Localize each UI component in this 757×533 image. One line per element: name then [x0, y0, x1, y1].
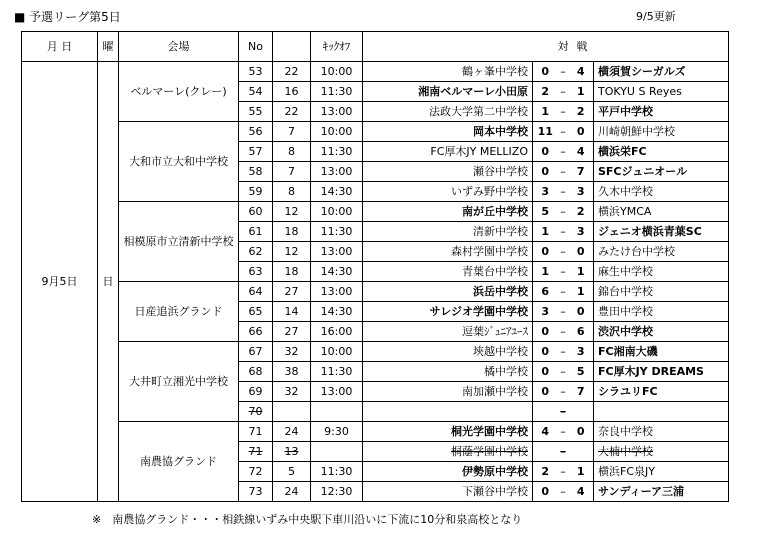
kickoff-time: 11:30 [311, 142, 363, 162]
header-date: 月 日 [22, 32, 98, 62]
score-dash: – [558, 422, 569, 442]
home-score: 1 [533, 102, 558, 122]
header-vs1: 対 [363, 32, 569, 62]
away-team: シラユリFC [594, 382, 729, 402]
score-dash: – [558, 222, 569, 242]
away-score: 4 [569, 482, 594, 502]
away-score: 3 [569, 222, 594, 242]
table-row [22, 282, 729, 302]
venue-cell: 相模原市立清新中学校 [119, 202, 239, 282]
match-field-no: 32 [273, 342, 311, 362]
kickoff-time: 13:00 [311, 102, 363, 122]
match-field-no: 7 [273, 122, 311, 142]
home-score: 4 [533, 422, 558, 442]
score-dash: – [558, 202, 569, 222]
venue-cell: 大和市立大和中学校 [119, 122, 239, 202]
match-no: 53 [239, 62, 273, 82]
home-team: 南が丘中学校 [363, 202, 533, 222]
match-field-no: 24 [273, 422, 311, 442]
home-team: 岡本中学校 [363, 122, 533, 142]
kickoff-time [311, 402, 363, 422]
score-dash: – [558, 402, 569, 422]
venue-cell: ベルマーレ(クレー) [119, 62, 239, 122]
match-field-no: 13 [273, 442, 311, 462]
match-field-no: 7 [273, 162, 311, 182]
kickoff-time: 11:30 [311, 462, 363, 482]
header-blank [273, 32, 311, 62]
venue-cell: 日産追浜グランド [119, 282, 239, 342]
away-score [569, 402, 594, 422]
away-team: ジェニオ横浜青葉SC [594, 222, 729, 242]
match-no: 70 [239, 402, 273, 422]
away-team: 豊田中学校 [594, 302, 729, 322]
match-no: 54 [239, 82, 273, 102]
away-team: FC湘南大磯 [594, 342, 729, 362]
match-no: 67 [239, 342, 273, 362]
away-score: 1 [569, 262, 594, 282]
home-team: 浜岳中学校 [363, 282, 533, 302]
match-field-no: 32 [273, 382, 311, 402]
kickoff-time: 13:00 [311, 242, 363, 262]
home-score: 2 [533, 82, 558, 102]
match-no: 71 [239, 422, 273, 442]
match-no: 58 [239, 162, 273, 182]
score-dash: – [558, 142, 569, 162]
kickoff-time: 16:00 [311, 322, 363, 342]
away-score: 1 [569, 462, 594, 482]
away-score: 0 [569, 422, 594, 442]
away-team: 錦台中学校 [594, 282, 729, 302]
match-no: 62 [239, 242, 273, 262]
kickoff-time: 13:00 [311, 382, 363, 402]
header-row [22, 32, 729, 62]
match-field-no: 18 [273, 262, 311, 282]
match-no: 57 [239, 142, 273, 162]
kickoff-time: 10:00 [311, 202, 363, 222]
away-score: 2 [569, 102, 594, 122]
kickoff-time: 11:30 [311, 82, 363, 102]
home-team: 桐蔭学園中学校 [363, 442, 533, 462]
home-team: 法政大学第二中学校 [363, 102, 533, 122]
home-score: 0 [533, 382, 558, 402]
home-team: 清新中学校 [363, 222, 533, 242]
home-score: 2 [533, 462, 558, 482]
kickoff-time: 10:00 [311, 342, 363, 362]
away-team: 久木中学校 [594, 182, 729, 202]
header-kickoff: ｷｯｸｵﾌ [311, 32, 363, 62]
away-score: 2 [569, 202, 594, 222]
home-team: サレジオ学園中学校 [363, 302, 533, 322]
table-row [22, 62, 729, 82]
away-team: 渋沢中学校 [594, 322, 729, 342]
away-team: TOKYU S Reyes [594, 82, 729, 102]
away-team: 平戸中学校 [594, 102, 729, 122]
match-field-no: 38 [273, 362, 311, 382]
home-score: 0 [533, 62, 558, 82]
home-score: 0 [533, 342, 558, 362]
away-team: 麻生中学校 [594, 262, 729, 282]
match-no: 55 [239, 102, 273, 122]
match-field-no: 27 [273, 282, 311, 302]
kickoff-time: 9:30 [311, 422, 363, 442]
header-vs2: 戦 [569, 32, 729, 62]
match-field-no: 22 [273, 102, 311, 122]
table-row [22, 122, 729, 142]
home-team: 埉越中学校 [363, 342, 533, 362]
kickoff-time: 13:00 [311, 162, 363, 182]
score-dash: – [558, 302, 569, 322]
match-no: 59 [239, 182, 273, 202]
score-dash: – [558, 382, 569, 402]
home-score [533, 442, 558, 462]
home-score: 11 [533, 122, 558, 142]
match-no: 60 [239, 202, 273, 222]
footnote: ※ 南農協グランド・・・相鉄線いずみ中央駅下車川沿いに下流に10分和泉高校となり [92, 513, 523, 526]
away-team: サンディーア三浦 [594, 482, 729, 502]
away-team: 横浜YMCA [594, 202, 729, 222]
match-field-no: 12 [273, 202, 311, 222]
score-dash: – [558, 482, 569, 502]
match-no: 65 [239, 302, 273, 322]
home-score: 3 [533, 182, 558, 202]
match-field-no: 12 [273, 242, 311, 262]
home-team [363, 402, 533, 422]
home-score: 0 [533, 362, 558, 382]
away-team [594, 402, 729, 422]
home-team: 森村学園中学校 [363, 242, 533, 262]
match-field-no: 24 [273, 482, 311, 502]
score-dash: – [558, 262, 569, 282]
score-dash: – [558, 282, 569, 302]
match-no: 61 [239, 222, 273, 242]
home-score: 0 [533, 242, 558, 262]
away-score: 3 [569, 342, 594, 362]
table-row [22, 342, 729, 362]
header-no: No [239, 32, 273, 62]
match-no: 63 [239, 262, 273, 282]
home-score: 5 [533, 202, 558, 222]
away-team: 川崎朝鮮中学校 [594, 122, 729, 142]
home-team: FC厚木JY MELLIZO [363, 142, 533, 162]
match-field-no: 8 [273, 182, 311, 202]
score-dash: – [558, 322, 569, 342]
match-no: 71 [239, 442, 273, 462]
home-team: 瀬谷中学校 [363, 162, 533, 182]
venue-cell: 南農協グランド [119, 422, 239, 502]
table-row [22, 422, 729, 442]
away-score: 7 [569, 162, 594, 182]
match-field-no: 27 [273, 322, 311, 342]
away-score: 0 [569, 302, 594, 322]
kickoff-time: 12:30 [311, 482, 363, 502]
home-team: 桐光学園中学校 [363, 422, 533, 442]
kickoff-time: 14:30 [311, 182, 363, 202]
away-team: SFCジュニオール [594, 162, 729, 182]
away-score: 0 [569, 242, 594, 262]
kickoff-time: 13:00 [311, 282, 363, 302]
home-score: 3 [533, 302, 558, 322]
home-team: 南加瀬中学校 [363, 382, 533, 402]
kickoff-time: 14:30 [311, 302, 363, 322]
venue-cell: 大井町立湘光中学校 [119, 342, 239, 422]
match-field-no: 14 [273, 302, 311, 322]
score-dash: – [558, 62, 569, 82]
home-score: 0 [533, 482, 558, 502]
away-score: 1 [569, 282, 594, 302]
away-score [569, 442, 594, 462]
score-dash: – [558, 462, 569, 482]
schedule-table [21, 31, 729, 502]
match-field-no: 16 [273, 82, 311, 102]
home-score: 0 [533, 322, 558, 342]
score-dash: – [558, 182, 569, 202]
score-dash: – [558, 242, 569, 262]
away-score: 3 [569, 182, 594, 202]
score-dash: – [558, 162, 569, 182]
kickoff-time: 14:30 [311, 262, 363, 282]
score-dash: – [558, 342, 569, 362]
home-team: 下瀬谷中学校 [363, 482, 533, 502]
score-dash: – [558, 362, 569, 382]
match-no: 68 [239, 362, 273, 382]
match-field-no: 22 [273, 62, 311, 82]
kickoff-time: 11:30 [311, 362, 363, 382]
match-no: 64 [239, 282, 273, 302]
home-team: 逗葉ｼﾞｭﾆｱﾕｰｽ [363, 322, 533, 342]
match-no: 69 [239, 382, 273, 402]
away-score: 0 [569, 122, 594, 142]
home-team: 橘中学校 [363, 362, 533, 382]
match-date-cell: 9月5日 [22, 62, 98, 502]
away-team: 横須賀シーガルズ [594, 62, 729, 82]
score-dash: – [558, 122, 569, 142]
home-score: 6 [533, 282, 558, 302]
match-no: 73 [239, 482, 273, 502]
away-team: FC厚木JY DREAMS [594, 362, 729, 382]
match-no: 66 [239, 322, 273, 342]
away-score: 6 [569, 322, 594, 342]
home-score: 1 [533, 222, 558, 242]
away-score: 4 [569, 62, 594, 82]
away-team: 横浜FC泉JY [594, 462, 729, 482]
away-score: 5 [569, 362, 594, 382]
home-team: 鶴ヶ峯中学校 [363, 62, 533, 82]
home-score: 0 [533, 142, 558, 162]
updated-date: 9/5更新 [636, 10, 676, 23]
match-no: 72 [239, 462, 273, 482]
home-team: 湘南ベルマーレ小田原 [363, 82, 533, 102]
kickoff-time [311, 442, 363, 462]
away-team: 奈良中学校 [594, 422, 729, 442]
away-score: 7 [569, 382, 594, 402]
home-score: 1 [533, 262, 558, 282]
match-no: 56 [239, 122, 273, 142]
kickoff-time: 10:00 [311, 122, 363, 142]
kickoff-time: 10:00 [311, 62, 363, 82]
home-team: いずみ野中学校 [363, 182, 533, 202]
score-dash: – [558, 82, 569, 102]
away-score: 4 [569, 142, 594, 162]
weekday-cell: 日 [98, 62, 119, 502]
match-field-no [273, 402, 311, 422]
score-dash: – [558, 102, 569, 122]
away-score: 1 [569, 82, 594, 102]
away-team: 大楠中学校 [594, 442, 729, 462]
home-team: 青葉台中学校 [363, 262, 533, 282]
home-score [533, 402, 558, 422]
home-team: 伊勢原中学校 [363, 462, 533, 482]
score-dash: – [558, 442, 569, 462]
home-score: 0 [533, 162, 558, 182]
kickoff-time: 11:30 [311, 222, 363, 242]
match-field-no: 8 [273, 142, 311, 162]
match-field-no: 18 [273, 222, 311, 242]
away-team: みたけ台中学校 [594, 242, 729, 262]
header-venue: 会場 [119, 32, 239, 62]
table-row [22, 202, 729, 222]
page-title: ■ 予選リーグ第5日 [14, 10, 121, 24]
match-field-no: 5 [273, 462, 311, 482]
header-day: 曜 [98, 32, 119, 62]
away-team: 横浜栄FC [594, 142, 729, 162]
